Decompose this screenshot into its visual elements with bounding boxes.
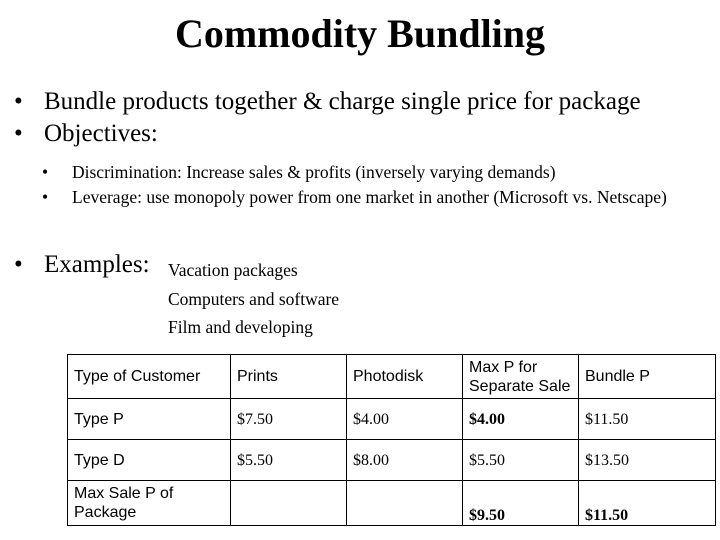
example-item: Vacation packages [168, 260, 298, 280]
bullet-text: Objectives: [44, 120, 158, 147]
header-cell: Max P for Separate Sale [463, 355, 579, 399]
table-cell: $11.50 [579, 399, 716, 440]
table-row [68, 481, 716, 526]
table-cell [347, 481, 463, 526]
bullet-dot-icon: • [14, 251, 23, 278]
bullet-item [14, 86, 714, 118]
bullet-dot-icon: • [14, 120, 23, 147]
examples-label: Examples: [44, 251, 150, 278]
example-item: Film and developing [168, 317, 313, 337]
sub-bullet-list [42, 160, 714, 210]
table-cell: Type D [68, 440, 231, 481]
table-cell: $13.50 [579, 440, 716, 481]
table-cell: $5.50 [231, 440, 347, 481]
header-cell: Prints [231, 355, 347, 399]
bullet-list [14, 86, 714, 210]
table-row [68, 399, 716, 440]
table-cell: Type P [68, 399, 231, 440]
table-cell: $4.00 [463, 399, 579, 440]
table-cell: $7.50 [231, 399, 347, 440]
sub-bullet-text: Leverage: use monopoly power from one market in another (Microsoft vs. Netscape) [72, 187, 667, 207]
header-cell: Photodisk [347, 355, 463, 399]
table-cell: $5.50 [463, 440, 579, 481]
table-row [68, 440, 716, 481]
table-cell: Max Sale P of Package [68, 481, 231, 526]
sub-bullet-item [42, 160, 714, 185]
bullet-text: Bundle products together & charge single price for package [44, 88, 641, 115]
bullet-dot-icon: • [14, 88, 23, 115]
sub-bullet-text: Discrimination: Increase sales & profits (inversely varying demands) [72, 162, 556, 182]
table-cell: $4.00 [347, 399, 463, 440]
bullet-dot-icon: • [42, 162, 49, 182]
examples-list [168, 256, 339, 342]
table-cell [231, 481, 347, 526]
sub-bullet-item [42, 185, 714, 210]
header-cell: Bundle P [579, 355, 716, 399]
header-cell: Type of Customer [68, 355, 231, 399]
table-header-row [68, 355, 716, 399]
bundling-table [67, 354, 716, 526]
table-cell: $11.50 [579, 481, 716, 526]
table-cell: $8.00 [347, 440, 463, 481]
table-cell: $9.50 [463, 481, 579, 526]
example-item: Computers and software [168, 288, 340, 309]
bullet-item [14, 118, 714, 150]
slide-title: Commodity Bundling [174, 11, 546, 56]
bullet-dot-icon: • [42, 187, 49, 207]
